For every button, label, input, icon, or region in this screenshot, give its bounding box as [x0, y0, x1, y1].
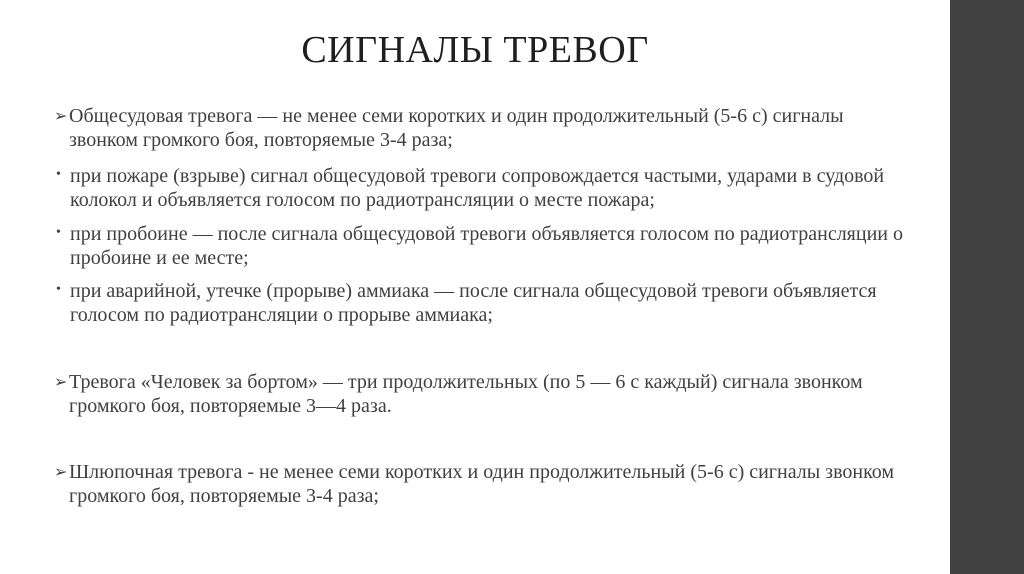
dot-bullet-icon: • [56, 282, 61, 297]
list-item-text: при пробоине — после сигнала общесудовой тревоги объявляется голосом по радиотрансляции о пробоине и ее месте; [70, 223, 903, 269]
list-item-ammonia [54, 279, 914, 327]
list-item-breach [54, 222, 914, 270]
slide-title: СИГНАЛЫ ТРЕВОГ [301, 29, 649, 71]
arrow-bullet-icon: ➢ [54, 464, 68, 481]
list-item-boat-alarm [54, 460, 914, 508]
list-item-text: Шлюпочная тревога - не менее семи коротких и один продолжительный (5-6 с) сигналы звонком громкого боя, повторяемые 3-4 раза; [69, 461, 895, 507]
list-item-text: Общесудовая тревога — не менее семи коротких и один продолжительный (5-6 с) сигналы звонком громкого боя, повторяемые 3-4 раза; [69, 105, 844, 151]
list-item-man-overboard [54, 370, 914, 418]
list-item-text: Тревога «Человек за бортом» — три продолжительных (по 5 — 6 с каждый) сигнала звонком громкого боя, повторяемые 3—4 раза. [69, 371, 863, 417]
list-item-fire [54, 164, 914, 212]
dot-bullet-icon: • [56, 225, 61, 240]
dot-bullet-icon: • [56, 167, 61, 182]
arrow-bullet-icon: ➢ [54, 374, 68, 391]
list-item-text: при аварийной, утечке (прорыве) аммиака — после сигнала общесудовой тревоги объявляется голосом по радиотрансляции о прорыве аммиака; [70, 280, 877, 326]
arrow-bullet-icon: ➢ [54, 108, 68, 125]
edge-bar [950, 0, 1024, 574]
list-item-text: при пожаре (взрыве) сигнал общесудовой тревоги сопровождается частыми, ударами в судовой колокол и объявляется голосом по радиотрансляции о месте пожара; [70, 165, 885, 211]
list-item-general-alarm [54, 104, 914, 152]
